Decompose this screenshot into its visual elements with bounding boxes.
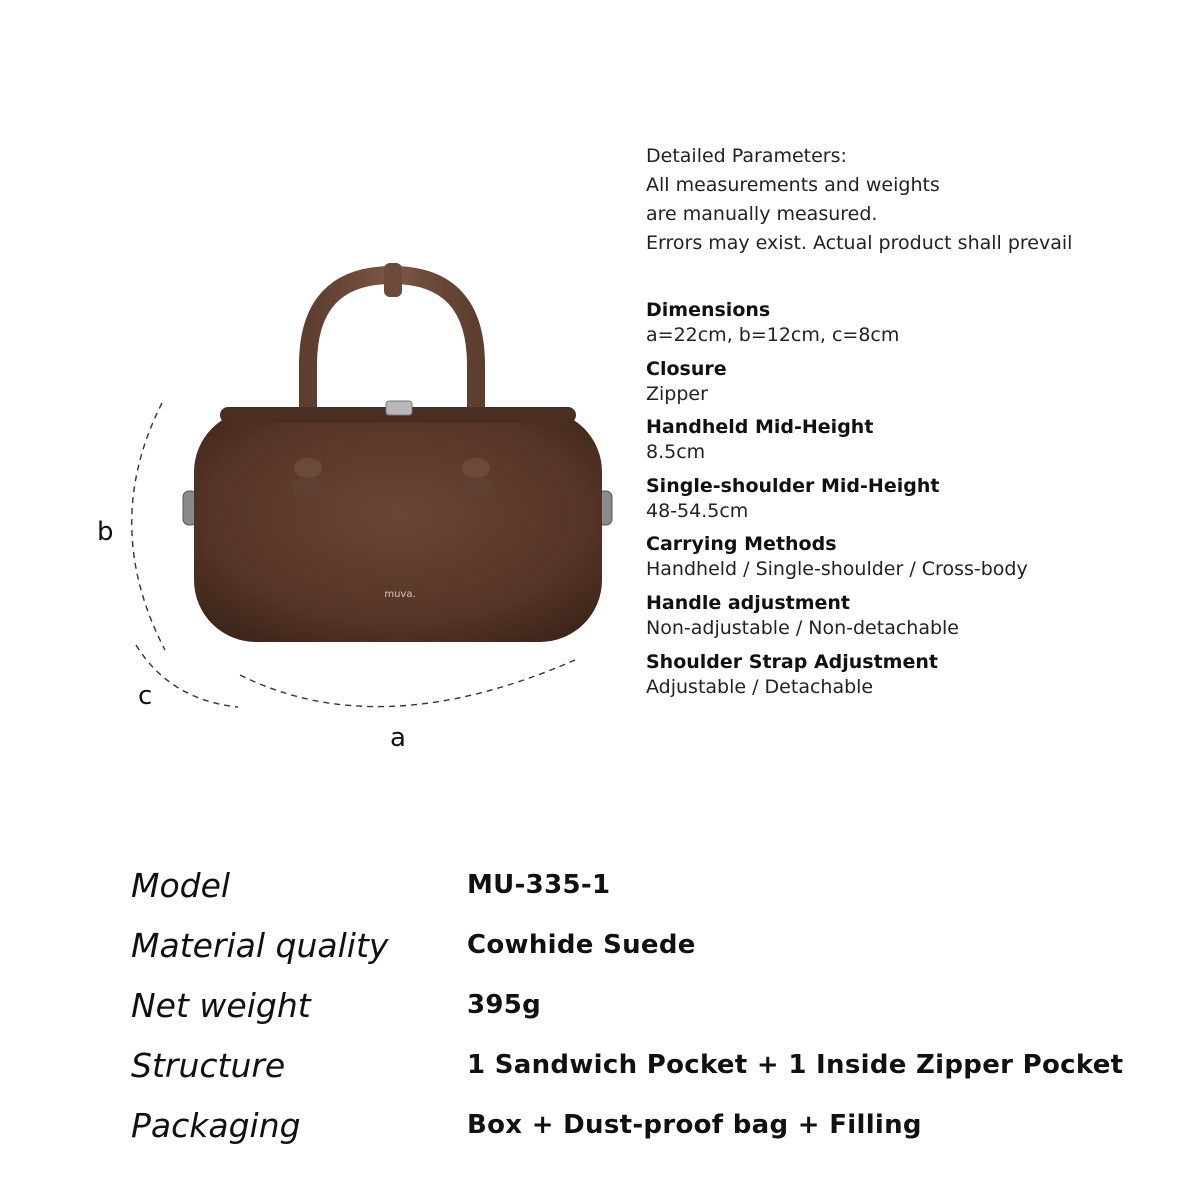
param-carrying-methods (646, 532, 1186, 591)
dimension-label-c: c (138, 681, 153, 711)
bag-illustration (90, 255, 630, 755)
param-label: Single-shoulder Mid-Height (646, 474, 940, 497)
left-handle-knot-bottom (292, 477, 324, 497)
spec-row-material (131, 915, 1181, 975)
spec-row-weight (131, 975, 1181, 1035)
spec-row-structure (131, 1035, 1181, 1095)
parameters-list (646, 298, 1186, 708)
param-label: Closure (646, 357, 727, 380)
spec-label: Structure (131, 1045, 286, 1085)
param-value: 8.5cm (646, 441, 706, 464)
param-value: Non-adjustable / Non-detachable (646, 616, 959, 639)
param-strap-adjustment (646, 650, 1186, 709)
intro-line: Errors may exist. Actual product shall prevail (646, 232, 1073, 254)
right-handle-knot-bottom (460, 477, 492, 497)
brand-logo: muva. (384, 589, 416, 600)
handle-loop (384, 263, 402, 297)
intro-line: All measurements and weights (646, 174, 940, 196)
left-handle-knot-top (294, 458, 322, 478)
dimension-arc-b (132, 403, 165, 650)
spec-row-model (131, 855, 1181, 915)
param-handheld-height (646, 415, 1186, 474)
specs-table (131, 855, 1181, 1155)
right-handle-knot-top (462, 458, 490, 478)
param-value: Zipper (646, 382, 708, 405)
intro-line: are manually measured. (646, 203, 878, 225)
param-dimensions (646, 298, 1186, 357)
spec-label: Packaging (131, 1105, 301, 1145)
param-value: 48-54.5cm (646, 499, 749, 522)
zipper-pull (386, 401, 412, 415)
spec-value: MU-335-1 (467, 870, 611, 900)
param-value: Adjustable / Detachable (646, 675, 874, 698)
dimension-label-a: a (390, 723, 406, 753)
dimension-arc-a (240, 660, 575, 707)
intro-block (646, 142, 1186, 258)
param-label: Handle adjustment (646, 591, 851, 614)
dimension-label-b: b (97, 517, 114, 547)
bag-body (194, 410, 602, 642)
spec-value: 1 Sandwich Pocket + 1 Inside Zipper Pocket (467, 1050, 1124, 1080)
param-closure (646, 357, 1186, 416)
spec-label: Material quality (131, 925, 389, 965)
param-label: Shoulder Strap Adjustment (646, 650, 938, 673)
param-handle-adjustment (646, 591, 1186, 650)
bag-figure (90, 255, 630, 755)
spec-value: Cowhide Suede (467, 930, 696, 960)
spec-row-packaging (131, 1095, 1181, 1155)
param-label: Dimensions (646, 299, 771, 321)
param-label: Carrying Methods (646, 533, 837, 556)
spec-value: 395g (467, 990, 542, 1020)
spec-label: Net weight (131, 985, 311, 1025)
param-label: Handheld Mid-Height (646, 416, 874, 439)
spec-label: Model (131, 865, 231, 905)
param-value: Handheld / Single-shoulder / Cross-body (646, 558, 1028, 581)
param-value: a=22cm, b=12cm, c=8cm (646, 324, 900, 346)
param-shoulder-height (646, 474, 1186, 533)
spec-value: Box + Dust-proof bag + Filling (467, 1110, 922, 1140)
intro-line: Detailed Parameters: (646, 145, 847, 167)
